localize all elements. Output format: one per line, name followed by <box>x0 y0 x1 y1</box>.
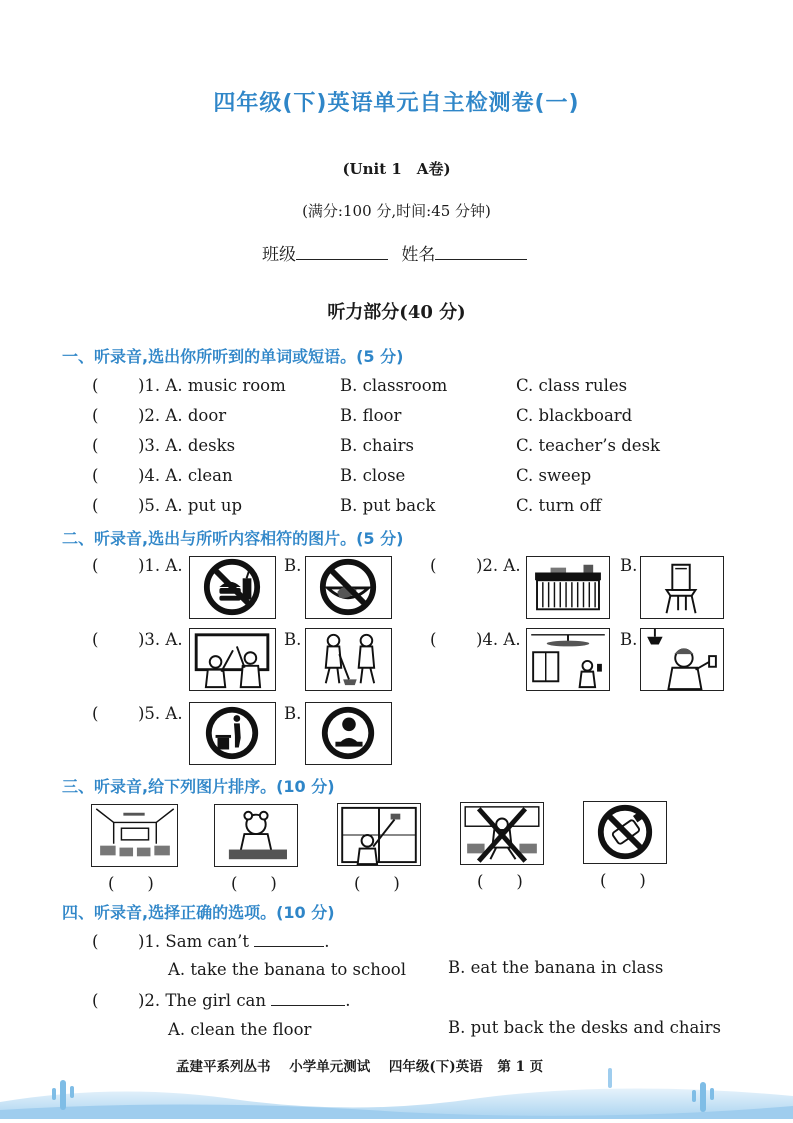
s4-q2-blank[interactable] <box>271 1005 345 1006</box>
class-blank[interactable] <box>296 259 388 260</box>
s3-answer-2[interactable]: ( ) <box>231 874 277 893</box>
paren-open: ( <box>92 376 99 395</box>
s2-q1-pic-a[interactable] <box>189 556 276 619</box>
section2-heading: 二、听录音,选出与所听内容相符的图片。(5 分) <box>62 529 404 548</box>
s2-q1-pic-b[interactable] <box>305 556 392 619</box>
s1-q3-c: C. teacher’s desk <box>516 436 661 455</box>
s3-pic-4[interactable] <box>460 802 544 865</box>
paren-open: ( <box>92 436 99 455</box>
s2-q1-a: )1. A. <box>138 556 183 575</box>
s1-q1-b: B. classroom <box>340 376 448 395</box>
no-running-icon <box>461 803 543 864</box>
turning-off-light-icon <box>641 629 723 690</box>
class-name-line <box>262 240 527 265</box>
s2-q5-paren: ( <box>92 704 99 723</box>
s2-q4-pic-a[interactable] <box>526 628 610 691</box>
s2-q3-a: )3. A. <box>138 630 183 649</box>
s1-row-1 <box>92 376 98 395</box>
s4-q1-a: A. take the banana to school <box>168 960 407 979</box>
s1-q5-a: )5. A. put up <box>138 496 243 515</box>
s1-q5-b: B. put back <box>340 496 436 515</box>
no-food-sign-icon <box>190 557 275 618</box>
s1-q2-a: )2. A. door <box>138 406 227 425</box>
s3-answer-1[interactable]: ( ) <box>108 874 154 893</box>
paren-open: ( <box>92 406 99 425</box>
s2-q5-pic-a[interactable] <box>189 702 276 765</box>
footer-grade: 四年级(下)英语 <box>388 1059 483 1075</box>
unit-label: (Unit 1 A卷) <box>342 160 451 178</box>
s4-q2-b: B. put back the desks and chairs <box>448 1018 721 1037</box>
no-eating-sign-icon <box>306 557 391 618</box>
s1-q1-c: C. class rules <box>516 376 628 395</box>
s4-q2-a: A. clean the floor <box>168 1020 312 1039</box>
s1-q4-b: B. close <box>340 466 406 485</box>
s1-q4-c: C. sweep <box>516 466 592 485</box>
no-drinking-icon <box>584 802 666 863</box>
chair-icon <box>641 557 723 618</box>
part-title: 听力部分(40 分) <box>327 302 466 323</box>
paren-open: ( <box>92 466 99 485</box>
s4-q1-blank[interactable] <box>254 946 324 947</box>
s2-q4-paren: ( <box>430 630 437 649</box>
s2-q2-b: B. <box>620 556 638 575</box>
s4-q2-paren: ( <box>92 991 99 1010</box>
s4-q1-paren: ( <box>92 932 99 951</box>
s2-q2-pic-a[interactable] <box>526 556 610 619</box>
s2-q3-paren: ( <box>92 630 99 649</box>
s3-pic-1[interactable] <box>91 804 178 867</box>
cleaning-window-icon <box>338 804 420 865</box>
s4-q1-b: B. eat the banana in class <box>448 958 664 977</box>
keep-quiet-reading-icon <box>306 703 391 764</box>
sweeping-floor-icon <box>306 629 391 690</box>
s3-pic-5[interactable] <box>583 801 667 864</box>
s1-row-4 <box>92 466 98 485</box>
s2-q2-a: )2. A. <box>476 556 521 575</box>
cleaning-blackboard-icon <box>190 629 275 690</box>
s3-answer-5[interactable]: ( ) <box>600 871 646 890</box>
s3-pic-2[interactable] <box>214 804 298 867</box>
name-blank[interactable] <box>435 259 527 260</box>
footer-book: 小学单元测试 <box>289 1059 371 1075</box>
s2-q5-b: B. <box>284 704 302 723</box>
paren-open: ( <box>92 496 99 515</box>
s2-q5-pic-b[interactable] <box>305 702 392 765</box>
s2-q5-a: )5. A. <box>138 704 183 723</box>
footer-text <box>176 1055 543 1075</box>
s1-q5-c: C. turn off <box>516 496 602 515</box>
s3-pic-3[interactable] <box>337 803 421 866</box>
s2-q3-pic-b[interactable] <box>305 628 392 691</box>
s1-q3-b: B. chairs <box>340 436 414 455</box>
section1-heading: 一、听录音,选出你所听到的单词或短语。(5 分) <box>62 347 404 366</box>
s4-q2-stem: )2. The girl can <box>138 991 267 1010</box>
name-label: 姓名 <box>401 245 436 265</box>
s2-q4-pic-b[interactable] <box>640 628 724 691</box>
score-time: (满分:100 分,时间:45 分钟) <box>302 202 491 220</box>
s2-q2-pic-b[interactable] <box>640 556 724 619</box>
s1-q4-a: )4. A. clean <box>138 466 233 485</box>
s4-q1-stem: )1. Sam can’t <box>138 932 250 951</box>
s1-q1-a: )1. A. music room <box>138 376 286 395</box>
section4-heading: 四、听录音,选择正确的选项。(10 分) <box>62 903 335 922</box>
s1-row-2 <box>92 406 98 425</box>
s1-row-5 <box>92 496 98 515</box>
footer-series: 孟建平系列丛书 <box>176 1059 271 1075</box>
class-label: 班级 <box>262 245 296 265</box>
s2-q3-b: B. <box>284 630 302 649</box>
s1-q2-c: C. blackboard <box>516 406 633 425</box>
s3-answer-3[interactable]: ( ) <box>354 874 400 893</box>
cleaning-desk-icon <box>215 805 297 866</box>
s4-q2 <box>138 991 351 1010</box>
classroom-icon <box>92 805 177 866</box>
period: . <box>324 932 330 951</box>
s2-q1-b: B. <box>284 556 302 575</box>
s1-q2-b: B. floor <box>340 406 402 425</box>
s1-row-3 <box>92 436 98 455</box>
s3-answer-4[interactable]: ( ) <box>477 872 523 891</box>
s4-q1 <box>138 932 330 951</box>
s2-q4-b: B. <box>620 630 638 649</box>
s2-q4-a: )4. A. <box>476 630 521 649</box>
s1-q3-a: )3. A. desks <box>138 436 236 455</box>
page-title: 四年级(下)英语单元自主检测卷(一) <box>213 91 580 116</box>
s2-q2-paren: ( <box>430 556 437 575</box>
s2-q1-paren: ( <box>92 556 99 575</box>
s2-q3-pic-a[interactable] <box>189 628 276 691</box>
put-litter-in-bin-icon <box>190 703 275 764</box>
period: . <box>345 991 351 1010</box>
teacher-desk-icon <box>527 557 609 618</box>
ceiling-fan-icon <box>527 629 609 690</box>
section3-heading: 三、听录音,给下列图片排序。(10 分) <box>62 777 335 796</box>
footer-page: 第 1 页 <box>497 1059 544 1075</box>
